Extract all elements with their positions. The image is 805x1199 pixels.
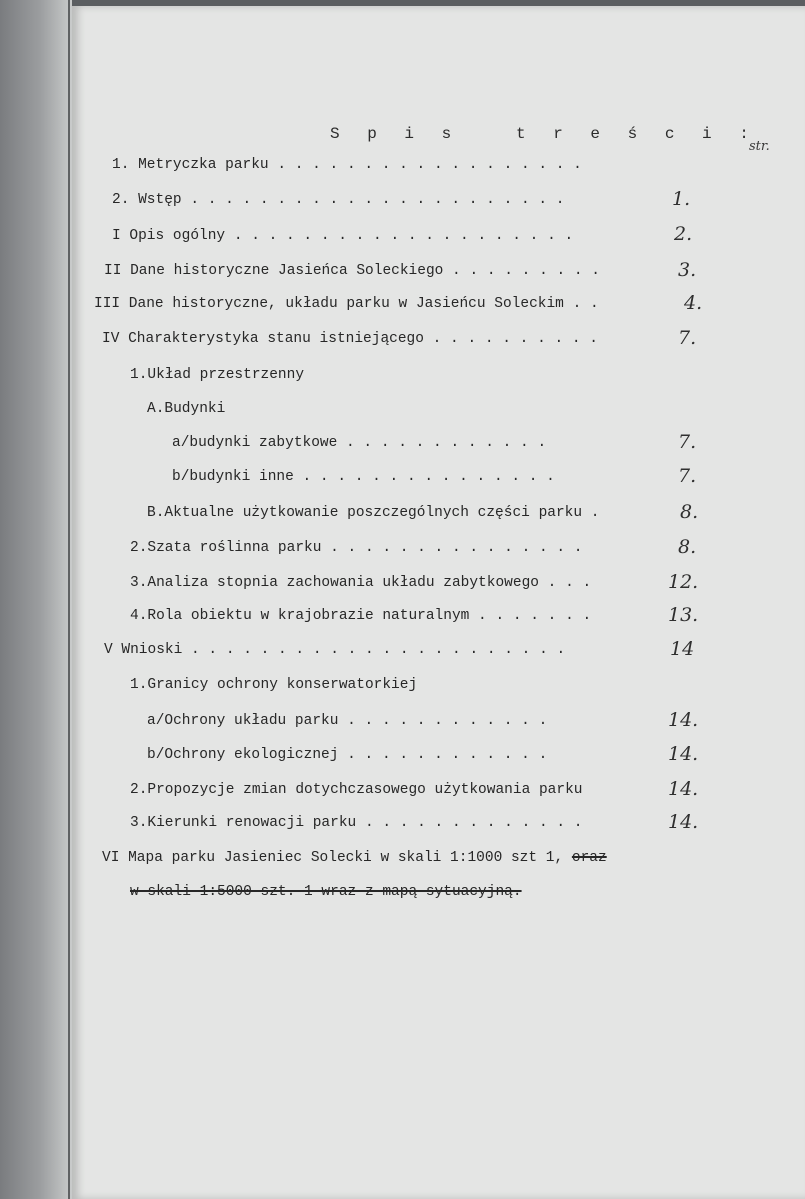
toc-page-number: 14. (668, 743, 699, 765)
page-column-label: str. (749, 139, 770, 154)
toc-entry: A.Budynki (147, 401, 226, 417)
toc-entry: 1. Metryczka parku . . . . . . . . . . . . . . . . . . (112, 157, 582, 173)
toc-entry: b/Ochrony ekologicznej . . . . . . . . . . . . (147, 747, 548, 763)
toc-entry: 1.Układ przestrzenny (130, 367, 305, 383)
toc-entry: 3.Kierunki renowacji parku . . . . . . . . . . . . . (130, 815, 583, 831)
toc-entry: 1.Granicy ochrony konserwatorkiej (130, 677, 418, 693)
toc-entry: B.Aktualne użytkowanie poszczególnych części parku . (147, 505, 600, 521)
toc-page-number: 14. (668, 778, 699, 800)
toc-entry: b/budynki inne . . . . . . . . . . . . . . . (172, 469, 555, 485)
toc-entry: IV Charakterystyka stanu istniejącego . . . . . . . . . . (102, 331, 598, 347)
toc-page-number: 8. (678, 536, 697, 558)
toc-title: S p i s t r e ś c i : (330, 125, 758, 143)
toc-entry: 2. Wstęp . . . . . . . . . . . . . . . . . . . . . . (112, 192, 565, 208)
toc-entry: a/budynki zabytkowe . . . . . . . . . . . . (172, 435, 547, 451)
document-page (72, 6, 805, 1199)
toc-entry: 2.Propozycje zmian dotychczasowego użytkowania parku (130, 782, 583, 798)
toc-entry: 4.Rola obiektu w krajobrazie naturalnym . . . . . . . (130, 608, 592, 624)
toc-page-number: 12. (668, 571, 699, 593)
toc-page-number: 1. (672, 188, 691, 210)
toc-page-number: 2. (674, 223, 693, 245)
toc-page-number: 7. (678, 327, 697, 349)
toc-entry-text: VI Mapa parku Jasieniec Solecki w skali 1:1000 szt 1, (102, 850, 564, 866)
toc-entry: III Dane historyczne, układu parku w Jasieńcu Soleckim . . (94, 296, 599, 312)
binding-shadow-line (68, 0, 70, 1199)
toc-page-number: 3. (678, 259, 697, 281)
toc-page-number: 7. (678, 465, 697, 487)
toc-entry: 3.Analiza stopnia zachowania układu zabytkowego . . . (130, 575, 592, 591)
toc-entry: 2.Szata roślinna parku . . . . . . . . . . . . . . . (130, 540, 583, 556)
toc-page-number: 4. (684, 292, 703, 314)
struck-out-word: oraz (571, 850, 607, 866)
binding-edge (0, 0, 72, 1199)
toc-entry: I Opis ogólny . . . . . . . . . . . . . . . . . . . . (112, 228, 574, 244)
toc-entry: II Dane historyczne Jasieńca Soleckiego . . . . . . . . . (104, 263, 600, 279)
toc-entry (102, 848, 607, 868)
toc-page-number: 8. (680, 501, 699, 523)
toc-page-number: 14. (668, 709, 699, 731)
toc-page-number: 14 (670, 638, 695, 660)
toc-entry: a/Ochrony układu parku . . . . . . . . . . . . (147, 713, 548, 729)
toc-page-number: 13. (668, 604, 699, 626)
struck-out-line: w skali 1:5000 szt. 1 wraz z mapą sytuacyjną. (130, 884, 522, 900)
toc-page-number: 14. (668, 811, 699, 833)
toc-entry: V Wnioski . . . . . . . . . . . . . . . . . . . . . . (104, 642, 566, 658)
toc-page-number: 7. (678, 431, 697, 453)
